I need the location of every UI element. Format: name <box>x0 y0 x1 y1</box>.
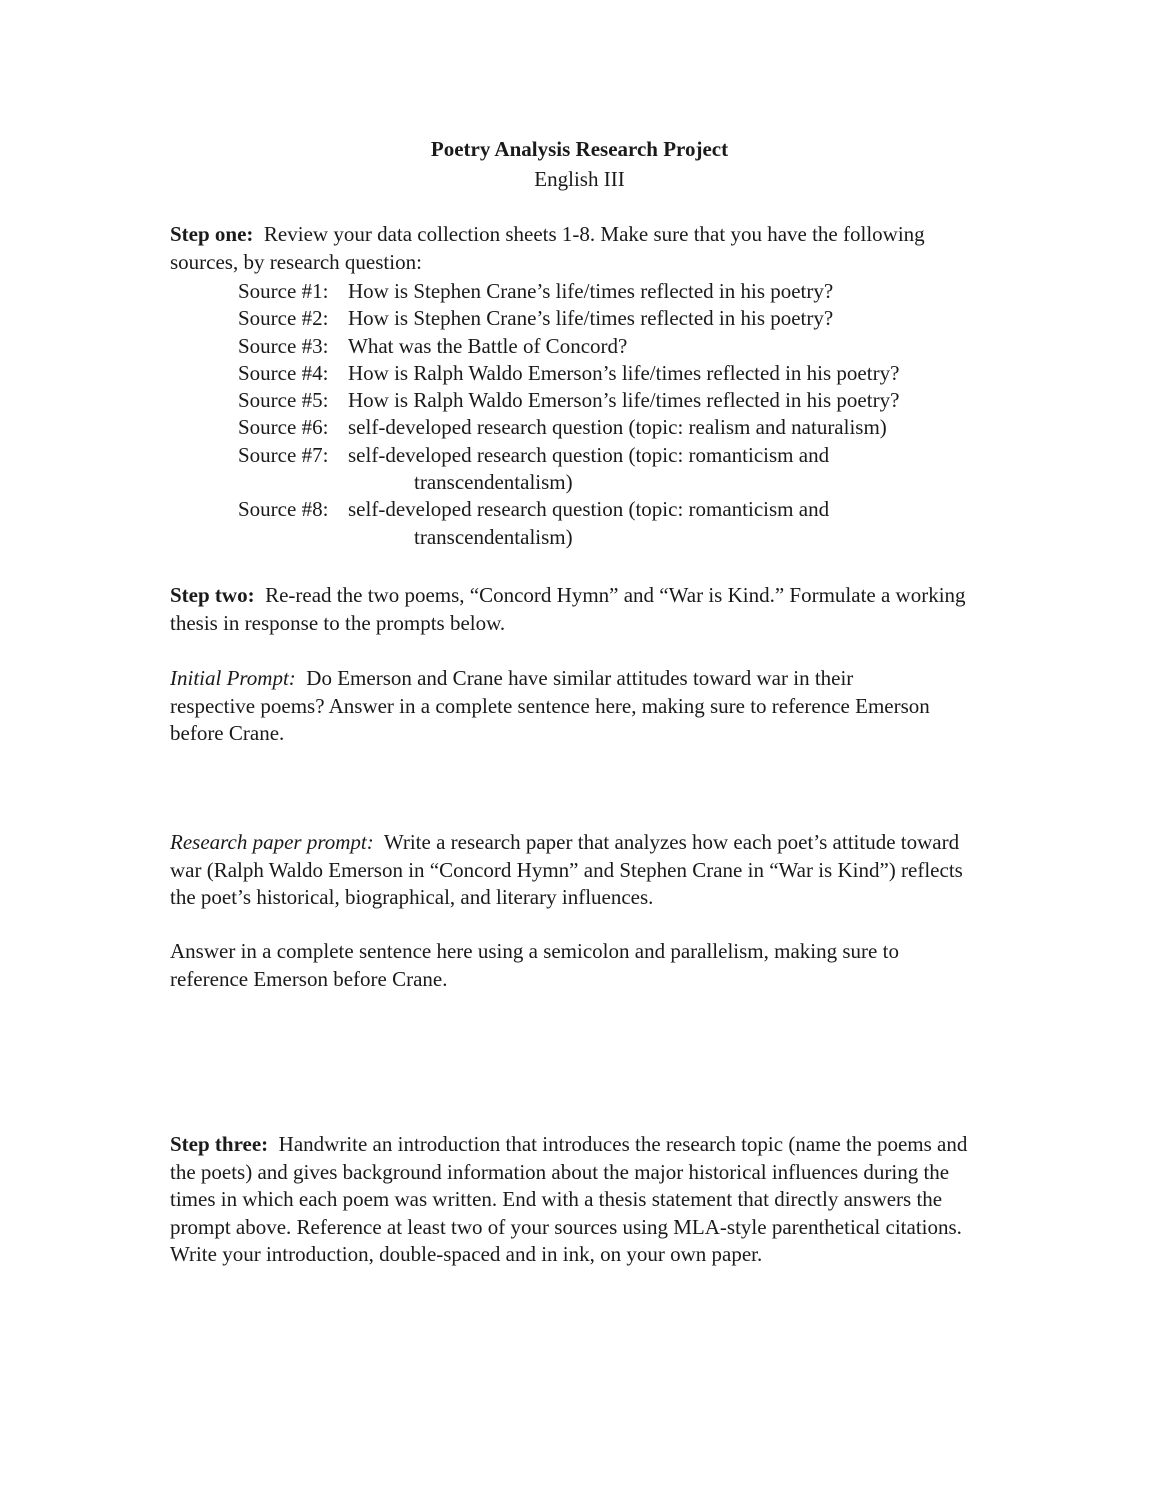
list-item <box>238 278 998 305</box>
source-question: How is Ralph Waldo Emerson’s life/times reflected in his poetry? <box>348 360 900 385</box>
list-item <box>238 360 998 387</box>
research-prompt-text: Write a research paper that analyzes how each poet’s attitude toward war (Ralph Waldo Emerson in “Concord Hymn” and Stephen Crane in “War is Kind”) reflects the poet’s historical, biographical, and literary influences. <box>170 830 963 909</box>
source-label: Source #1: <box>238 279 329 303</box>
answer-instruction-text: Answer in a complete sentence here using a semicolon and parallelism, making sure to reference Emerson before Crane. <box>170 939 899 991</box>
source-question-wrap <box>348 442 829 497</box>
source-label: Source #8: <box>238 497 329 522</box>
initial-prompt-paragraph <box>170 665 930 748</box>
initial-prompt-label: Initial Prompt: <box>170 666 296 690</box>
list-item <box>238 305 998 332</box>
source-question-wrap <box>348 496 829 551</box>
step-two-text: Re-read the two poems, “Concord Hymn” and “War is Kind.” Formulate a working thesis in response to the prompts below. <box>170 583 966 635</box>
source-question: How is Stephen Crane’s life/times reflected in his poetry? <box>348 306 834 331</box>
step-one-paragraph <box>170 221 990 276</box>
answer-instruction-paragraph <box>170 938 970 993</box>
list-item <box>238 496 998 551</box>
source-question: self-developed research question (topic: romanticism and <box>348 442 830 467</box>
source-label: Source #3: <box>238 333 329 358</box>
document-subtitle: English III <box>534 167 625 191</box>
step-one-text: Review your data collection sheets 1-8. Make sure that you have the following sources, by research question: <box>170 222 925 274</box>
list-item <box>238 387 998 414</box>
source-label: Source #5: <box>238 388 329 413</box>
list-item <box>238 442 998 497</box>
step-two-paragraph <box>170 582 970 637</box>
step-three-text: Handwrite an introduction that introduces the research topic (name the poems and the poets) and gives background information about the major historical influences during the times in which each poem was written. End with a thesis statement that directly answers the prompt above. Reference at least two of your sources using MLA-style parenthetical citations. Write your introduction, double-spaced and in ink, on your own paper. <box>170 1132 968 1266</box>
source-label: Source #7: <box>238 442 329 467</box>
step-two-label: Step two: <box>170 583 255 607</box>
source-question-continued: transcendentalism) <box>414 470 573 495</box>
source-label: Source #4: <box>238 360 329 385</box>
source-list <box>238 278 998 551</box>
list-item <box>238 333 998 360</box>
source-label: Source #6: <box>238 415 329 440</box>
source-question: How is Stephen Crane’s life/times reflected in his poetry? <box>348 279 834 303</box>
source-question: How is Ralph Waldo Emerson’s life/times reflected in his poetry? <box>348 388 900 413</box>
source-question: What was the Battle of Concord? <box>348 333 628 358</box>
source-question-continued: transcendentalism) <box>414 524 573 549</box>
source-label: Source #2: <box>238 306 329 331</box>
step-three-label: Step three: <box>170 1132 269 1156</box>
step-one-label: Step one: <box>170 222 254 246</box>
document-title: Poetry Analysis Research Project <box>430 137 729 161</box>
step-three-paragraph <box>170 1131 990 1269</box>
research-prompt-label: Research paper prompt: <box>170 830 374 854</box>
source-question: self-developed research question (topic: realism and naturalism) <box>348 415 887 440</box>
initial-prompt-text: Do Emerson and Crane have similar attitudes toward war in their respective poems? Answer in a complete sentence here, making sure to reference Emerson before Crane. <box>170 666 930 745</box>
source-question: self-developed research question (topic: romanticism and <box>348 497 830 522</box>
list-item <box>238 414 998 441</box>
research-prompt-paragraph <box>170 829 970 912</box>
